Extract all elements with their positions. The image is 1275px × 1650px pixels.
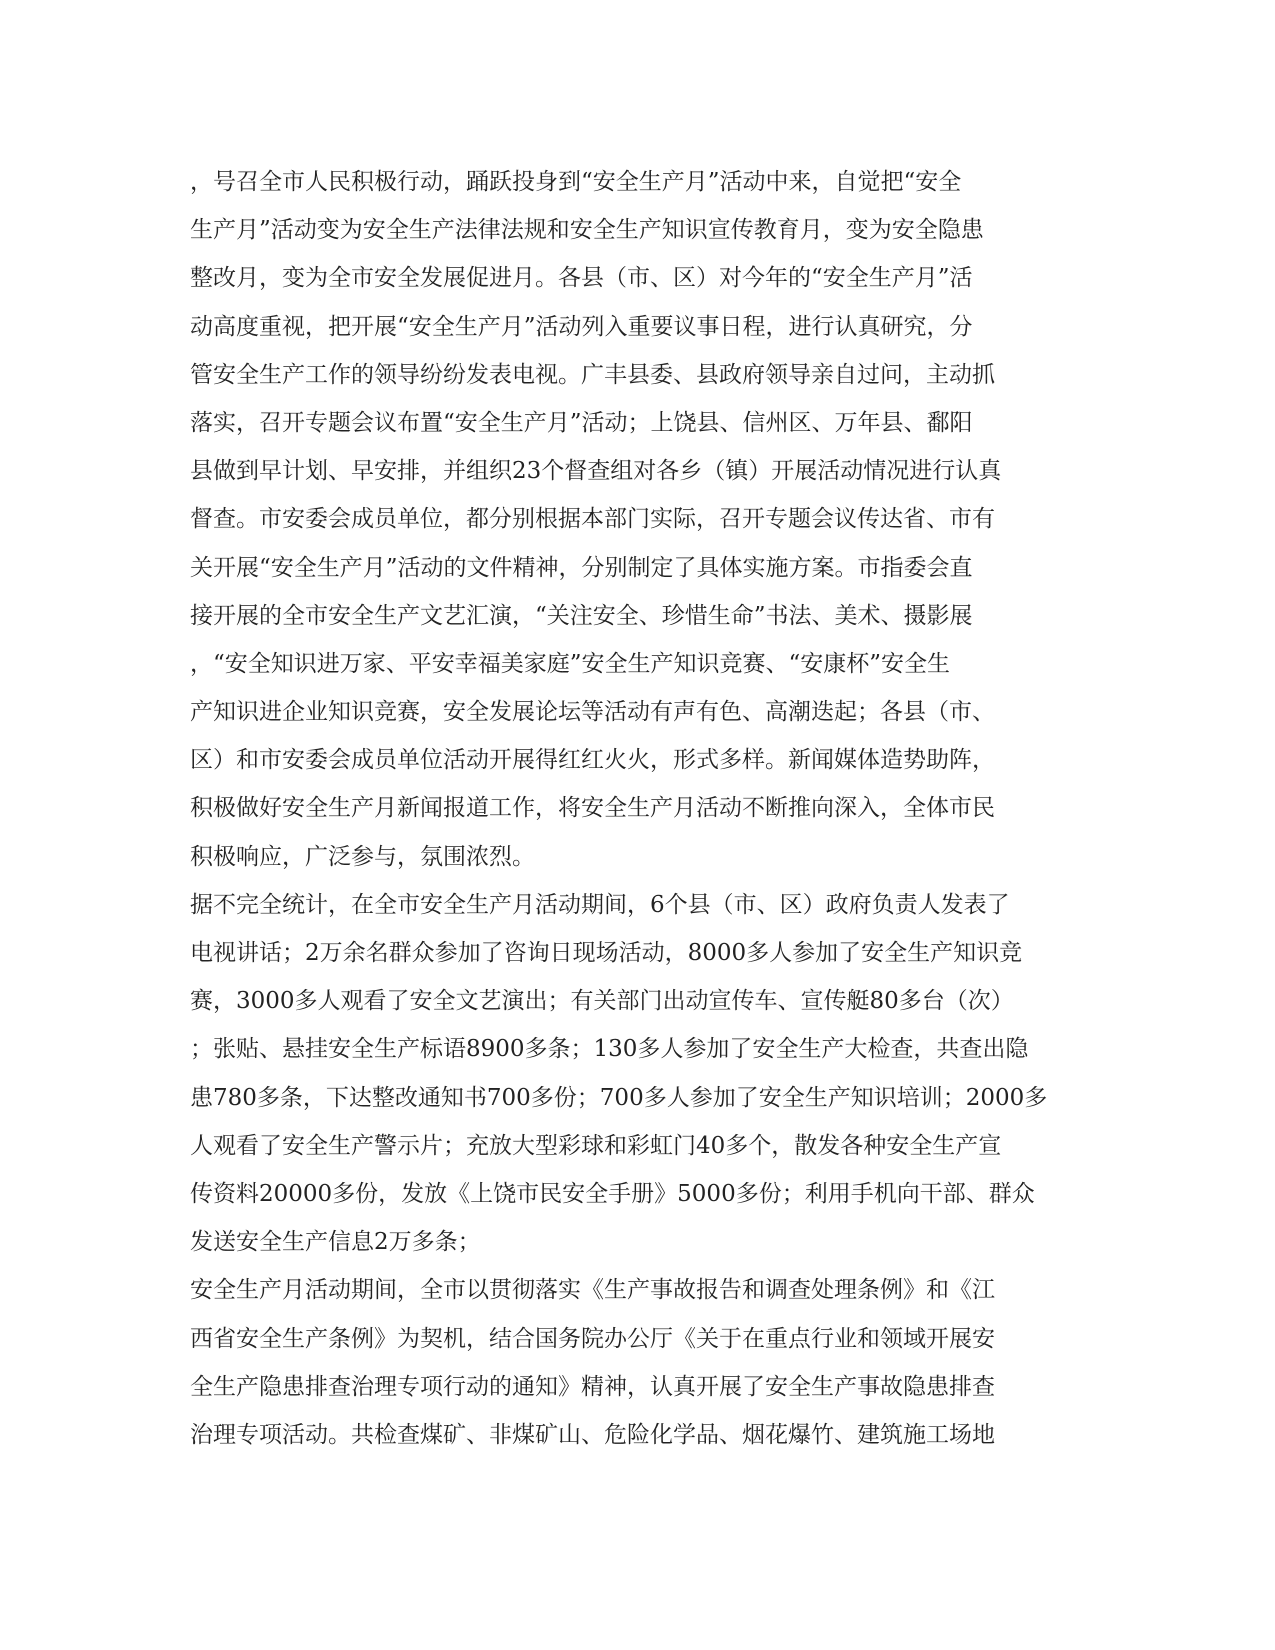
text-line: 人观看了安全生产警示片；充放大型彩球和彩虹门40多个，散发各种安全生产宣 (190, 1132, 1002, 1159)
text-line: ；张贴、悬挂安全生产标语8900多条；130多人参加了安全生产大检查，共查出隐 (190, 1036, 1029, 1063)
text-line: 全生产隐患排查治理专项行动的通知》精神，认真开展了安全生产事故隐患排查 (190, 1373, 995, 1400)
text-line: 赛，3000多人观看了安全文艺演出；有关部门出动宣传车、宣传艇80多台（次） (190, 988, 1014, 1015)
text-line: 接开展的全市安全生产文艺汇演，“关注安全、珍惜生命”书法、美术、摄影展 (190, 602, 973, 629)
text-line: 落实，召开专题会议布置“安全生产月”活动；上饶县、信州区、万年县、鄱阳 (190, 409, 973, 436)
text-line: 患780多条，下达整改通知书700多份；700多人参加了安全生产知识培训；2000多 (190, 1084, 1048, 1111)
text-line: ，“安全知识进万家、平安幸福美家庭”安全生产知识竞赛、“安康杯”安全生 (190, 650, 951, 677)
text-line: 安全生产月活动期间，全市以贯彻落实《生产事故报告和调查处理条例》和《江 (190, 1277, 995, 1304)
text-line: 西省安全生产条例》为契机，结合国务院办公厅《关于在重点行业和领域开展安 (190, 1325, 995, 1352)
text-line: 产知识进企业知识竞赛，安全发展论坛等活动有声有色、高潮迭起；各县（市、 (190, 699, 995, 726)
text-line: ，号召全市人民积极行动，踊跃投身到“安全生产月”活动中来，自觉把“安全 (190, 169, 962, 195)
text-line: 发送安全生产信息2万多条； (190, 1229, 481, 1256)
text-line: 积极响应，广泛参与，氛围浓烈。 (190, 843, 535, 870)
text-line: 生产月”活动变为安全生产法律法规和安全生产知识宣传教育月，变为安全隐患 (190, 217, 984, 244)
text-line: 积极做好安全生产月新闻报道工作，将安全生产月活动不断推向深入，全体市民 (190, 795, 995, 822)
text-line: 督查。市安委会成员单位，都分别根据本部门实际，召开专题会议传达省、市有 (190, 506, 995, 533)
text-line: 传资料20000多份，发放《上饶市民安全手册》5000多份；利用手机向干部、群众 (190, 1180, 1035, 1207)
text-line: 县做到早计划、早安排，并组织23个督查组对各乡（镇）开展活动情况进行认真 (190, 458, 1002, 485)
text-line: 管安全生产工作的领导纷纷发表电视。广丰县委、县政府领导亲自过问，主动抓 (190, 361, 995, 388)
text-line: 治理专项活动。共检查煤矿、非煤矿山、危险化学品、烟花爆竹、建筑施工场地 (190, 1421, 995, 1448)
text-line: 关开展“安全生产月”活动的文件精神，分别制定了具体实施方案。市指委会直 (190, 554, 973, 581)
text-line: 整改月，变为全市安全发展促进月。各县（市、区）对今年的“安全生产月”活 (190, 265, 973, 292)
text-line: 据不完全统计，在全市安全生产月活动期间，6个县（市、区）政府负责人发表了 (190, 891, 1010, 918)
text-line: 动高度重视，把开展“安全生产月”活动列入重要议事日程，进行认真研究，分 (190, 313, 973, 340)
text-line: 电视讲话；2万余名群众参加了咨询日现场活动，8000多人参加了安全生产知识竞 (190, 940, 1023, 966)
text-line: 区）和市安委会成员单位活动开展得红红火火，形式多样。新闻媒体造势助阵， (190, 747, 995, 774)
body-text (190, 158, 1070, 1459)
